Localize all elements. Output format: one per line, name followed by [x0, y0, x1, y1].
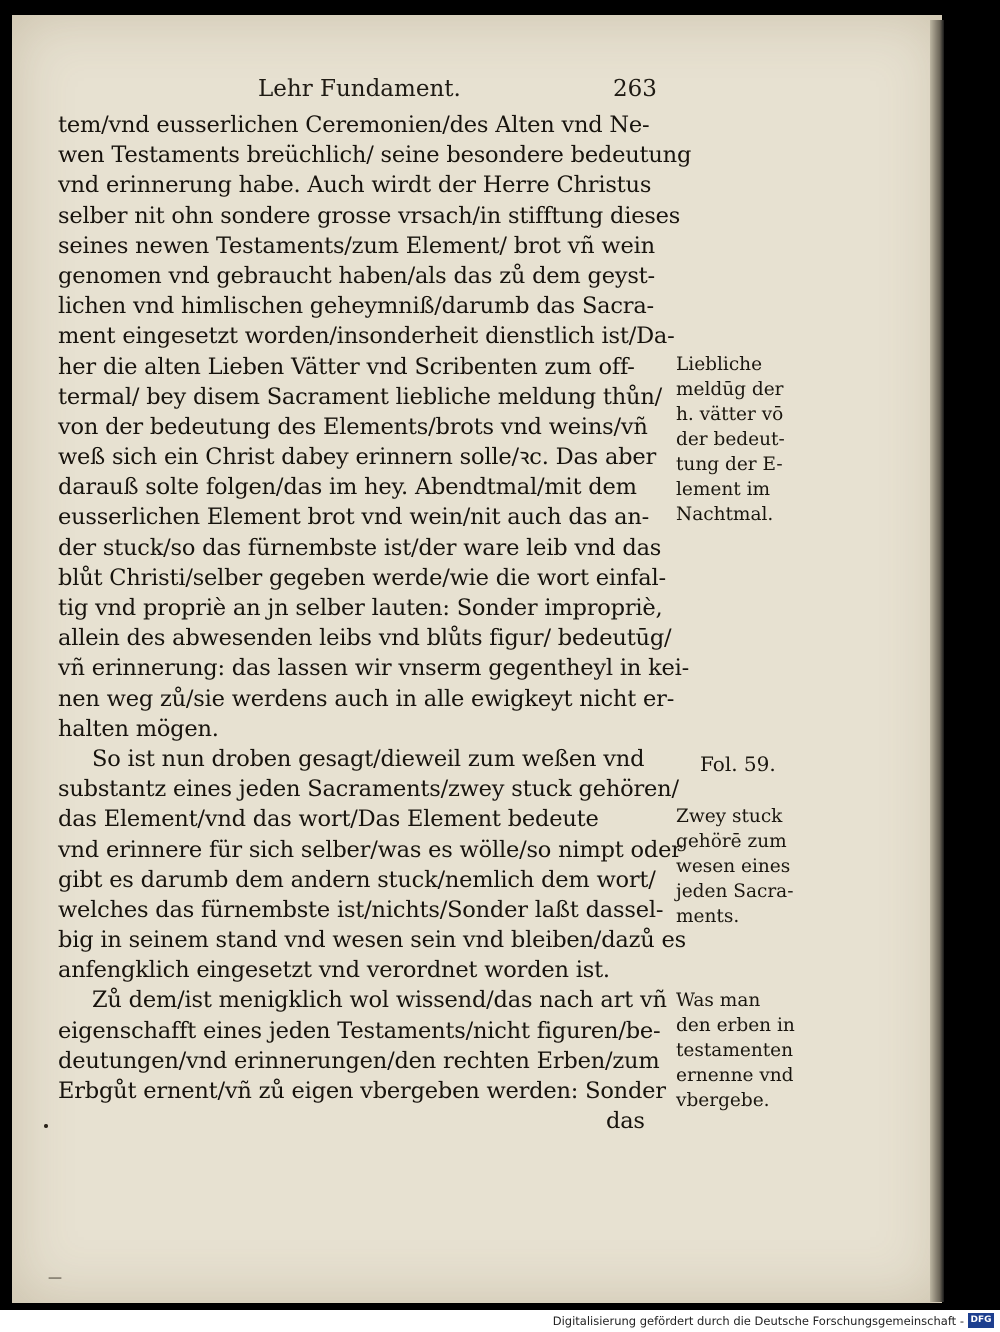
- text-line: substantz eines jeden Sacraments/zwey stuck gehören/: [58, 776, 679, 803]
- text-line: big in seinem stand vnd wesen sein vnd bleiben/dazů es: [58, 927, 686, 954]
- text-line: her die alten Lieben Vätter vnd Scribenten zum off-: [58, 353, 635, 380]
- funding-notice: Digitalisierung gefördert durch die Deutsche Forschungsgemeinschaft -: [552, 1314, 964, 1328]
- margin-note-line: vbergebe.: [676, 1090, 770, 1111]
- text-line: darauß solte folgen/das im hey. Abendtmal/mit dem: [58, 474, 637, 501]
- text-line: der stuck/so das fürnembste ist/der ware leib vnd das: [58, 534, 662, 561]
- text-line: seines newen Testaments/zum Element/ brot vñ wein: [58, 232, 655, 259]
- paragraph-first-line: So ist nun droben gesagt/dieweil zum weßen vnd: [92, 745, 645, 772]
- text-line: termal/ bey disem Sacrament liebliche meldung thůn/: [58, 383, 663, 410]
- text-line: vnd erinnerung habe. Auch wirdt der Herre Christus: [58, 172, 652, 199]
- text-line: gibt es darumb dem andern stuck/nemlich dem wort/: [58, 866, 656, 893]
- text-line: halten mögen.: [58, 715, 219, 742]
- margin-note-line: testamenten: [676, 1040, 794, 1061]
- margin-note-line: ernenne vnd: [676, 1065, 794, 1086]
- text-line: nen weg zů/sie werdens auch in alle ewigkeyt nicht er-: [58, 685, 675, 712]
- text-line: ment eingesetzt worden/insonderheit dienstlich ist/Da-: [58, 323, 675, 350]
- running-header: [258, 76, 658, 108]
- text-line: selber nit ohn sondere grosse vrsach/in stifftung dieses: [58, 202, 681, 229]
- margin-note-line: den erben in: [676, 1015, 795, 1036]
- text-line: von der bedeutung des Elements/brots vnd weins/vñ: [58, 413, 648, 440]
- margin-note-line: lement im: [676, 479, 771, 500]
- folio-reference-text: Fol. 59.: [700, 752, 776, 776]
- text-line: genomen vnd gebraucht haben/als das zů dem geyst-: [58, 262, 655, 289]
- catchword: das: [606, 1108, 645, 1135]
- text-line: allein des abwesenden leibs vnd blůts figur/ bedeutūg/: [58, 625, 672, 652]
- margin-note-line: jeden Sacra-: [676, 881, 794, 902]
- folio-reference: [700, 752, 830, 777]
- margin-note-line: der bedeut-: [676, 429, 785, 450]
- margin-note-line: wesen eines: [676, 856, 791, 877]
- margin-note-line: Zwey stuck: [676, 806, 783, 827]
- text-line: das Element/vnd das wort/Das Element bedeute: [58, 806, 599, 833]
- margin-note-line: Nachtmal.: [676, 504, 774, 525]
- margin-note-line: ments.: [676, 906, 740, 927]
- text-line: wen Testaments breüchlich/ seine besondere bedeutung: [58, 142, 692, 169]
- text-line: tig vnd propriè an jn selber lauten: Sonder impropriè,: [58, 595, 663, 621]
- paragraph-first-line: Zů dem/ist menigklich wol wissend/das nach art vñ: [92, 987, 667, 1014]
- text-line: eusserlichen Element brot vnd wein/nit auch das an-: [58, 504, 650, 531]
- margin-note-liebliche: [676, 352, 806, 527]
- margin-note-line: tung der E-: [676, 454, 783, 475]
- text-line: deutungen/vnd erinnerungen/den rechten Erben/zum: [58, 1047, 660, 1074]
- text-line: tem/vnd eusserlichen Ceremonien/des Alten vnd Ne-: [58, 112, 650, 138]
- text-line: Erbgůt ernent/vñ zů eigen vbergeben werden: Sonder: [58, 1078, 666, 1104]
- main-text-block: [58, 110, 692, 1136]
- text-line: welches das fürnembste ist/nichts/Sonder laßt dassel-: [58, 896, 664, 923]
- page-corner-mark: —: [48, 1270, 62, 1286]
- text-line: eigenschafft eines jeden Testaments/nicht figuren/be-: [58, 1017, 661, 1044]
- text-line: vnd erinnere für sich selber/was es wölle/so nimpt oder: [58, 836, 682, 863]
- margin-note-line: Was man: [676, 990, 761, 1011]
- text-line: weß sich ein Christ dabey erinnern solle/ꝛc. Das aber: [58, 444, 657, 471]
- ink-dot: [44, 1124, 48, 1128]
- footer-bar: [0, 1310, 1000, 1332]
- text-line: vñ erinnerung: das lassen wir vnserm gegentheyl in kei-: [58, 655, 690, 682]
- margin-note-line: h. vätter vō: [676, 404, 784, 425]
- text-line: anfengklich eingesetzt vnd verordnet worden ist.: [58, 957, 610, 984]
- page-edge: [930, 20, 944, 1302]
- text-line: lichen vnd himlischen geheymniß/darumb das Sacra-: [58, 293, 654, 320]
- margin-note-was-man: [676, 988, 806, 1113]
- running-title: Lehr Fundament.: [258, 76, 461, 102]
- margin-note-line: Liebliche: [676, 354, 763, 375]
- page-number: 263: [613, 76, 657, 102]
- margin-note-line: gehörē zum: [676, 831, 787, 852]
- dfg-logo: DFG: [968, 1313, 994, 1328]
- margin-note-zwey-stuck: [676, 804, 806, 929]
- margin-note-line: meldūg der: [676, 379, 784, 400]
- text-line: blůt Christi/selber gegeben werde/wie die wort einfal-: [58, 564, 666, 591]
